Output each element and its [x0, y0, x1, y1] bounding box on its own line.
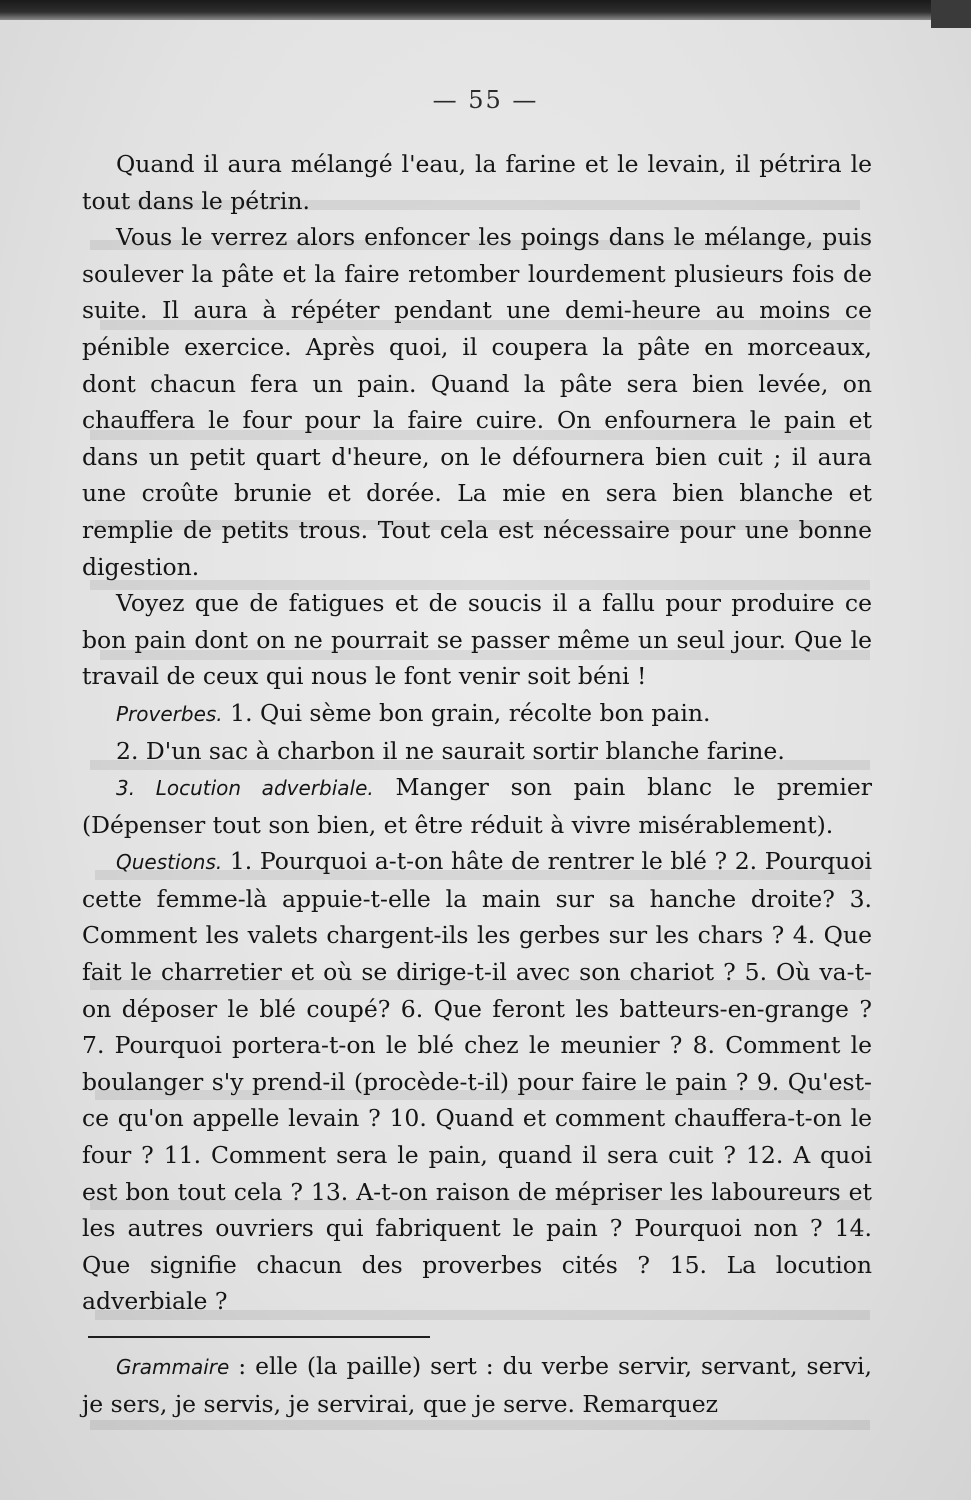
proverbs-label: Proverbes.	[116, 701, 223, 726]
grammar-label: Grammaire	[116, 1355, 230, 1379]
paragraph-blessing: Voyez que de fatigues et de soucis il a fallu pour produire ce bon pain dont on ne pourrait se passer même un seul jour. Que le travail de ceux qui nous le font venir soit béni !	[82, 589, 872, 691]
locution-paragraph	[82, 769, 872, 843]
page-corner-shadow	[931, 0, 971, 28]
locution-text: Manger son pain blanc le premier (Dépenser tout son bien, et être réduit à vivre misérablement).	[82, 773, 872, 839]
locution-label: 3. Locution adverbiale.	[116, 776, 374, 801]
page-top-edge	[0, 0, 971, 20]
grammar-text: : elle (la paille) sert : du verbe servir, servant, servi, je sers, je servis, je servirai, que je serve. Remarquez	[82, 1352, 872, 1418]
paragraph-baking: Vous le verrez alors enfoncer les poings dans le mélange, puis soulever la pâte et la faire retomber lourdement plusieurs fois de suite. Il aura à répéter pendant une demi-heure au moins ce pénible exercice. Après quoi, il coupera la pâte en morceaux, dont chacun fera un pain. Quand la pâte sera bien levée, on chauffera le four pour la faire cuire. On enfournera le pain et dans un petit quart d'heure, on le défournera bien cuit ; il aura une croûte brunie et dorée. La mie en sera bien blanche et remplie de petits trous. Tout cela est nécessaire pour une bonne digestion.	[82, 223, 872, 581]
body-text	[82, 146, 872, 1320]
proverb-first	[82, 695, 872, 733]
page-number: — 55 —	[432, 86, 539, 114]
paragraph-kneading: Quand il aura mélangé l'eau, la farine et le levain, il pétrira le tout dans le pétrin.	[82, 150, 872, 215]
footnote-divider	[88, 1336, 430, 1338]
questions-paragraph	[82, 843, 872, 1320]
proverb-first-text: 1. Qui sème bon grain, récolte bon pain.	[230, 698, 711, 727]
questions-label: Questions.	[116, 850, 223, 875]
grammar-note	[82, 1348, 872, 1422]
proverb-second: 2. D'un sac à charbon il ne saurait sortir blanche farine.	[116, 736, 785, 765]
questions-text: 1. Pourquoi a-t-on hâte de rentrer le blé ? 2. Pourquoi cette femme-là appuie-t-elle la main sur sa hanche droite? 3. Comment les valets chargent-ils les gerbes sur les chars ? 4. Que fait le charretier et où se dirige-t-il avec son chariot ? 5. Où va-t-on déposer le blé coupé? 6. Que feront les batteurs-en-grange ? 7. Pourquoi portera-t-on le blé chez le meunier ? 8. Comment le boulanger s'y prend-il (procède-t-il) pour faire le pain ? 9. Qu'est-ce qu'on appelle levain ? 10. Quand et comment chauffera-t-on le four ? 11. Comment sera le pain, quand il sera cuit ? 12. A quoi est bon tout cela ? 13. A-t-on raison de mépriser les laboureurs et les autres ouvriers qui fabriquent le pain ? Pourquoi non ? 14. Que signifie chacun des proverbes cités ? 15. La locution adverbiale ?	[82, 847, 872, 1316]
